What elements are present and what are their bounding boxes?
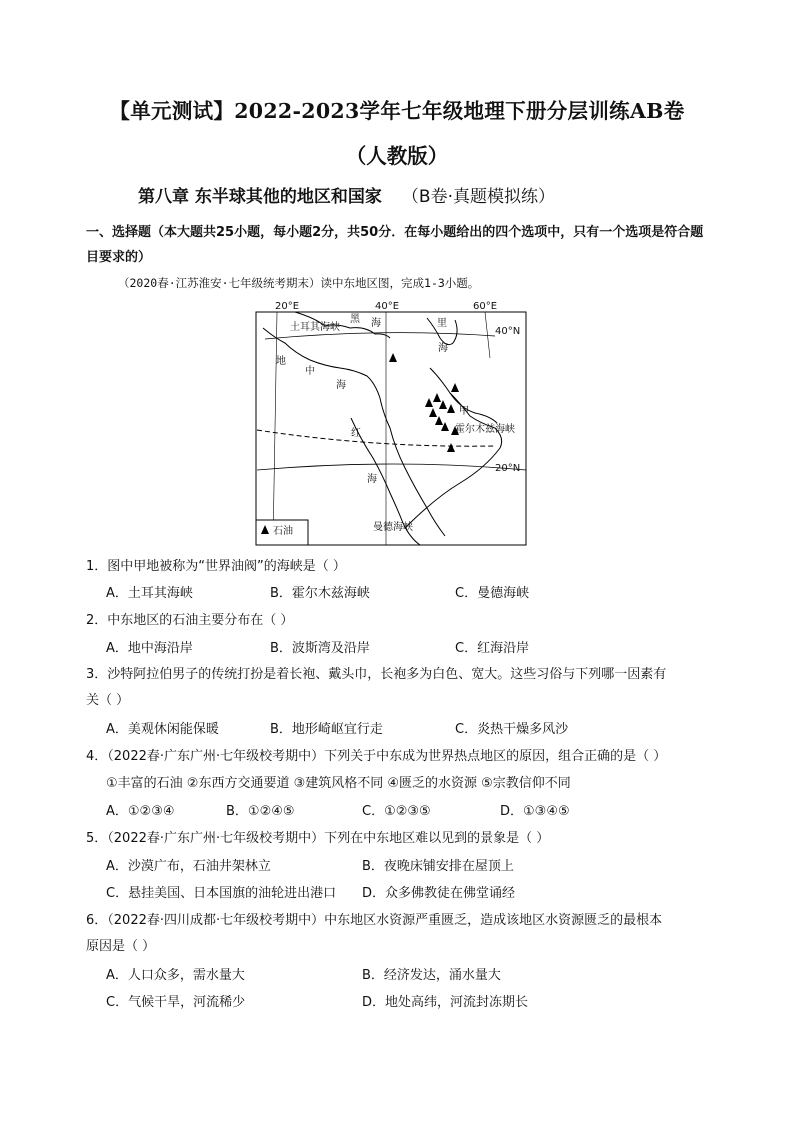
- lat-label-40: 40°N: [495, 326, 521, 337]
- question-3-stem-line1: 3．沙特阿拉伯男子的传统打扮是着长袍、戴头巾，长袍多为白色、宽大。这些习俗与下列哪一因素有: [86, 667, 667, 682]
- legend-label: 石油: [273, 526, 293, 537]
- q5-option-a[interactable]: A．沙漠广布，石油井架林立: [106, 859, 271, 874]
- lon-label-40: 40°E: [375, 301, 400, 312]
- q1-option-a[interactable]: A．土耳其海峡: [106, 586, 193, 601]
- chapter-title: [138, 182, 555, 207]
- label-caspian-1: 里: [437, 318, 447, 329]
- question-2-stem: 2．中东地区的石油主要分布在（ ）: [86, 613, 294, 628]
- middle-east-map: [255, 298, 527, 546]
- label-caspian-2: 海: [438, 343, 448, 354]
- page-title: 【单元测试】2022-2023学年七年级地理下册分层训练AB卷: [109, 99, 685, 123]
- label-black-sea-2: 海: [371, 318, 381, 329]
- question-4-items: ①丰富的石油 ②东西方交通要道 ③建筑风格不同 ④匮乏的水资源 ⑤宗教信仰不同: [106, 776, 571, 791]
- label-red-sea-1: 红: [351, 428, 361, 439]
- q6-option-b[interactable]: B．经济发达，涌水量大: [362, 968, 501, 983]
- q1-option-b[interactable]: B．霍尔木兹海峡: [270, 586, 370, 601]
- q2-option-b[interactable]: B．波斯湾及沿岸: [270, 641, 370, 656]
- label-turkish-strait: 土耳其海峡: [290, 322, 340, 333]
- label-med-3: 海: [336, 380, 346, 391]
- q2-option-c[interactable]: C．红海沿岸: [455, 641, 530, 656]
- label-black-sea-1: 黑: [350, 314, 360, 325]
- q3-option-b[interactable]: B．地形崎岖宜行走: [270, 722, 383, 737]
- chapter-subtitle: （B卷·真题模拟练）: [401, 187, 555, 207]
- label-mandeb: 曼德海峡: [373, 522, 413, 533]
- q6-option-a[interactable]: A．人口众多，需水量大: [106, 968, 245, 983]
- label-hormuz: 霍尔木兹海峡: [455, 424, 515, 435]
- question-6-stem-line2: 原因是（ ）: [86, 939, 156, 954]
- q2-option-a[interactable]: A．地中海沿岸: [106, 641, 193, 656]
- question-4-stem: 4．（2022春·广东广州·七年级校考期中）下列关于中东成为世界热点地区的原因，组合正确的是（ ）: [86, 749, 667, 764]
- question-6-stem-line1: 6．（2022春·四川成都·七年级校考期中）中东地区水资源严重匮乏，造成该地区水资源匮乏的最根本: [86, 913, 663, 928]
- lat-label-20: 20°N: [495, 463, 521, 474]
- label-med-1: 地: [276, 356, 286, 367]
- q4-option-a[interactable]: A．①②③④: [106, 804, 175, 819]
- q5-option-c[interactable]: C．悬挂美国、日本国旗的油轮进出港口: [106, 886, 337, 901]
- question-1-stem: 1．图中甲地被称为“世界油阀”的海峡是（ ）: [86, 559, 346, 574]
- question-5-stem: 5．（2022春·广东广州·七年级校考期中）下列在中东地区难以见到的景象是（ ）: [86, 831, 550, 846]
- q4-option-d[interactable]: D．①③④⑤: [500, 804, 570, 819]
- q5-option-d[interactable]: D．众多佛教徒在佛堂诵经: [362, 886, 516, 901]
- chapter-name: 第八章 东半球其他的地区和国家: [138, 187, 382, 207]
- label-red-sea-2: 海: [367, 474, 377, 485]
- q5-option-b[interactable]: B．夜晚床铺安排在屋顶上: [362, 859, 514, 874]
- question-3-stem-line2: 关（ ）: [86, 693, 130, 708]
- lon-label-20: 20°E: [275, 301, 300, 312]
- section-heading: 一、选择题（本大题共25小题，每小题2分，共50分．在每小题给出的四个选项中，只有一个选项是符合题目要求的）: [86, 225, 704, 265]
- lon-label-60: 60°E: [473, 301, 498, 312]
- q3-option-a[interactable]: A．美观休闲能保暖: [106, 722, 219, 737]
- label-med-2: 中: [305, 366, 315, 377]
- question-intro: （2020春·江苏淮安·七年级统考期末）读中东地区图，完成1-3小题。: [118, 276, 480, 290]
- q4-option-b[interactable]: B．①②④⑤: [226, 804, 295, 819]
- q3-option-c[interactable]: C．炎热干燥多风沙: [455, 722, 569, 737]
- q6-option-c[interactable]: C．气候干旱，河流稀少: [106, 995, 246, 1010]
- q6-option-d[interactable]: D．地处高纬，河流封冻期长: [362, 995, 529, 1010]
- q1-option-c[interactable]: C．曼德海峡: [455, 586, 530, 601]
- q4-option-c[interactable]: C．①②③⑤: [362, 804, 431, 819]
- page-subtitle: （人教版）: [345, 144, 449, 168]
- label-jia: 甲: [459, 406, 469, 417]
